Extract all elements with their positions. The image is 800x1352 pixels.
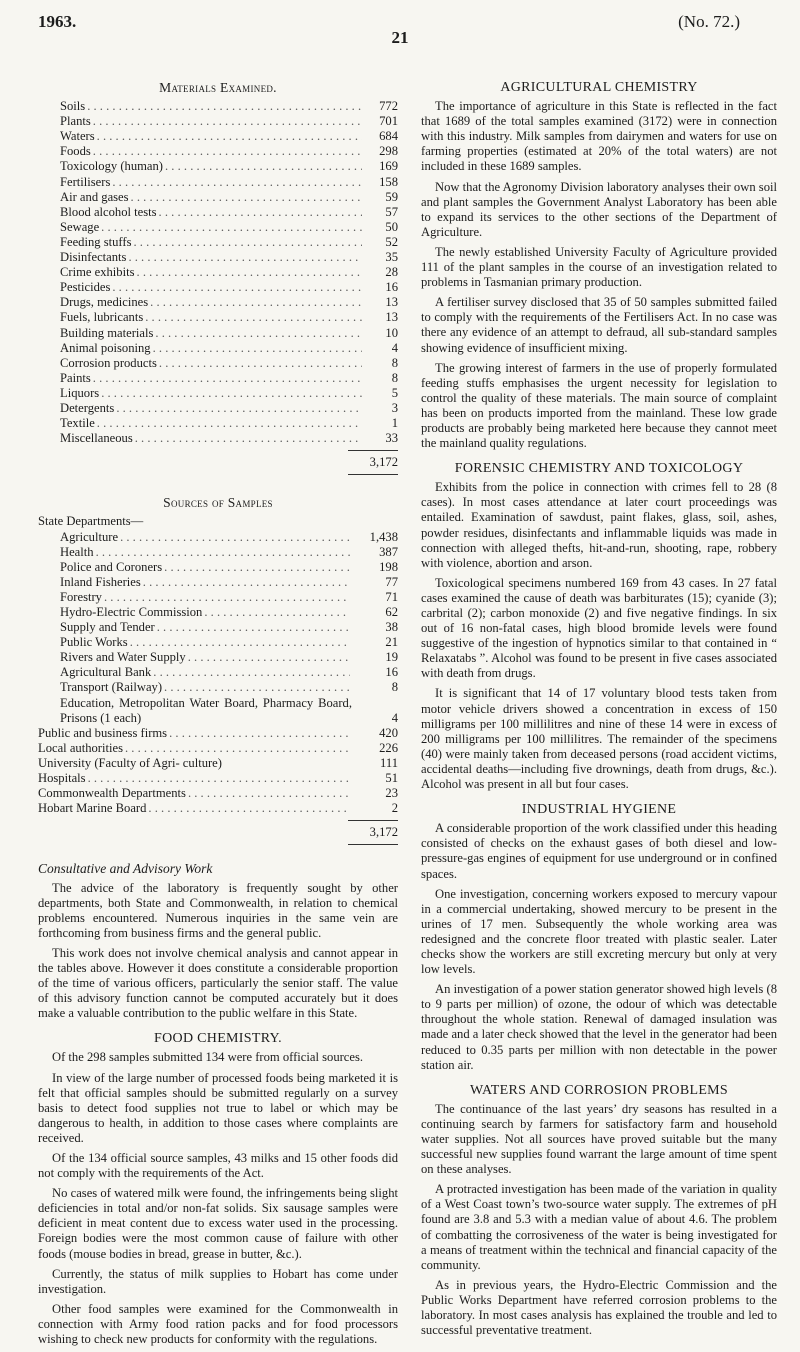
leader-dots	[153, 341, 362, 356]
source-row	[60, 605, 398, 620]
source-row	[60, 590, 398, 605]
material-row-label: Foods	[60, 144, 91, 159]
material-row-value: 169	[379, 159, 398, 174]
material-row-label: Textile	[60, 416, 95, 431]
materials-total-row	[38, 446, 398, 481]
source-row-value: 1,438	[369, 529, 398, 544]
source-row	[38, 801, 398, 816]
material-row-label: Blood alcohol tests	[60, 204, 157, 219]
leader-dots	[165, 159, 362, 174]
source-row-label: Police and Coroners	[60, 559, 163, 574]
materials-title: Materials Examined.	[159, 80, 277, 95]
material-row-value: 8	[391, 370, 398, 385]
leader-dots	[101, 220, 362, 235]
material-row-value: 16	[385, 280, 398, 295]
material-row-label: Crime exhibits	[60, 265, 135, 280]
paragraph: This work does not involve chemical analysis and cannot appear in the tables above. However it does constitute a considerable proportion of the time of various officers, particularly the senior staff. The value of this advisory function cannot be computed accurately but it does make a valuable contribution to the public welfare in this State.	[38, 945, 398, 1021]
material-row-value: 28	[385, 265, 398, 280]
source-row-value: 198	[379, 559, 398, 574]
waters-heading: WATERS AND CORROSION PROBLEMS	[469, 1082, 729, 1098]
material-row-label: Paints	[60, 370, 91, 385]
material-row-value: 5	[391, 385, 398, 400]
paragraph: One investigation, concerning workers exposed to mercury vapour in a commercial undertaking, showed mercury to be present in the urines of 17 men. Subsequently the whole working area was redesigned and the concrete floor treated with plastic sealer. Later checks show the workers are still excreting mercury but only at very low levels.	[421, 886, 777, 977]
material-row	[60, 235, 398, 250]
source-row-value: 21	[385, 635, 398, 650]
sources-list	[60, 530, 398, 696]
material-row-label: Liquors	[60, 385, 100, 400]
paragraph: Exhibits from the police in connection with crimes fell to 28 (8 cases). In most cases attendance at later court proceedings was entailed. Examination of sawdust, paint flakes, glass, soil, ashes, powder residues, disinfectants and inflammable liquids was made in connection with alleged thefts, hit-and-run, shooting, rape, robbery with violence, abortion and arson.	[421, 480, 777, 570]
material-row-value: 35	[385, 250, 398, 265]
leader-dots	[137, 265, 362, 280]
source-row	[60, 560, 398, 575]
right-column	[421, 80, 777, 1343]
material-row	[60, 175, 398, 190]
paragraph: An investigation of a power station generator showed high levels (8 to 9 parts per million) of ozone, the odour of which was detectable throughout the whole station. Renewal of damaged insulation was made and a later check showed that the level in the generator had been reduced to 0.35 parts per million with non detectable in the power station air.	[421, 982, 777, 1072]
source-row-label: Hobart Marine Board	[38, 801, 147, 816]
leader-dots	[97, 129, 362, 144]
leader-dots	[112, 175, 362, 190]
paragraph: A protracted investigation has been made of the variation in quality of a West Coast town’s two-source water supply. The extremes of pH found are 3.8 and 5.3 with a median value of about 4.6. The problem of combatting the corrosiveness of the water is being investigated for a means of treatment within the technical and financial capacity of the community.	[421, 1182, 777, 1272]
consultative-heading: Consultative and Advisory Work	[38, 861, 213, 877]
paragraph: The advice of the laboratory is frequently sought by other departments, both State and Commonwealth, in relation to chemical problems encountered. Numerous inquiries in the same vein are forthcoming from business firms and the general public.	[38, 880, 398, 940]
forensic-body	[421, 480, 777, 792]
material-row-label: Feeding stuffs	[60, 234, 132, 249]
paragraph: A fertiliser survey disclosed that 35 of 50 samples submitted failed to comply with the requirements of the Fertilisers Act. In no case was there any evidence of an attempt to defraud, all sub-standard samples showing evidence of insufficient mixing.	[421, 295, 777, 355]
material-row-label: Toxicology (human)	[60, 159, 163, 174]
leader-dots	[93, 371, 362, 386]
leader-dots	[131, 190, 362, 205]
source-row-value: 8	[391, 680, 398, 695]
material-row	[60, 220, 398, 235]
source-row-label: Inland Fisheries	[60, 574, 141, 589]
leader-dots	[93, 114, 362, 129]
consultative-body	[38, 881, 398, 1022]
source-row-value: 23	[385, 786, 398, 801]
material-row	[60, 265, 398, 280]
material-row-label: Miscellaneous	[60, 431, 133, 446]
material-row-value: 13	[385, 310, 398, 325]
material-row-label: Soils	[60, 99, 86, 114]
material-row	[60, 326, 398, 341]
paragraph: The importance of agriculture in this State is reflected in the fact that 1689 of the total samples examined (3172) were in connection with this industry. Milk samples from dairymen and waters for use on farming properties (estimated at 20% of the total waters) are not included in these 1689 samples.	[421, 99, 777, 174]
source-row-value: 387	[379, 544, 398, 559]
university-value: 111	[380, 755, 398, 770]
material-row	[60, 341, 398, 356]
source-row	[38, 786, 398, 801]
material-row-value: 4	[391, 340, 398, 355]
university-label: University (Faculty of Agri- culture)	[38, 755, 222, 770]
leader-dots	[164, 560, 350, 575]
source-row-label: Local authorities	[38, 740, 123, 755]
page-number: 21	[391, 28, 409, 47]
material-row-label: Drugs, medicines	[60, 295, 149, 310]
industrial-body	[421, 821, 777, 1073]
education-entry	[60, 696, 398, 726]
sources-total-row	[38, 816, 398, 851]
material-row	[60, 386, 398, 401]
paragraph: Of the 134 official source samples, 43 milks and 15 other foods did not comply with the requirements of the Act.	[38, 1151, 398, 1181]
left-column	[38, 80, 398, 1352]
leader-dots	[97, 416, 362, 431]
leader-dots	[153, 665, 350, 680]
leader-dots	[204, 605, 350, 620]
education-label: Education, Metropolitan Water Board, Pharmacy Board, Prisons (1 each)	[60, 695, 352, 725]
sources-title: Sources of Samples	[163, 495, 273, 511]
source-row-label: Transport (Railway)	[60, 680, 163, 695]
waters-body	[421, 1102, 777, 1338]
leader-dots	[157, 620, 350, 635]
leader-dots	[150, 295, 362, 310]
material-row	[60, 371, 398, 386]
source-row	[60, 680, 398, 695]
food-heading: FOOD CHEMISTRY.	[154, 1031, 282, 1047]
source-row-label: Public Works	[60, 635, 128, 650]
leader-dots	[88, 771, 350, 786]
paragraph: Now that the Agronomy Division laboratory analyses their own soil and plant samples the Government Analyst Laboratory has been able to expand its services to the other sections of the Department of Agriculture.	[421, 179, 777, 239]
material-row-label: Waters	[60, 129, 95, 144]
material-row-value: 50	[385, 219, 398, 234]
material-row-value: 13	[385, 295, 398, 310]
material-row	[60, 431, 398, 446]
material-row-value: 3	[391, 400, 398, 415]
state-departments-heading: State Departments—	[38, 514, 144, 529]
material-row	[60, 310, 398, 325]
material-row-label: Disinfectants	[60, 250, 127, 265]
material-row	[60, 99, 398, 114]
paper-number: (No. 72.)	[678, 12, 740, 31]
material-row-value: 684	[379, 129, 398, 144]
forensic-heading: FORENSIC CHEMISTRY AND TOXICOLOGY	[454, 461, 744, 477]
leader-dots	[169, 726, 350, 741]
material-row	[60, 159, 398, 174]
leader-dots	[130, 635, 350, 650]
paragraph: The newly established University Faculty of Agriculture provided 111 of the plant samples in the course of an investigation related to problems in Tasmanian primary production.	[421, 244, 777, 290]
material-row-value: 59	[385, 189, 398, 204]
material-row-value: 298	[379, 144, 398, 159]
food-body	[38, 1050, 398, 1347]
material-row-value: 1	[391, 416, 398, 431]
source-row-label: Commonwealth Departments	[38, 786, 186, 801]
source-row-label: Forestry	[60, 589, 102, 604]
paragraph: It is significant that 14 of 17 voluntary blood tests taken from motor vehicle drivers showed a concentration in excess of 150 milligrams per 100 millilitres and nine of these 14 were in excess of 200 milligrams per 100 millilitres. The remainder of the specimens (40) were mainly taken from deceased persons (road accident victims, accidental deaths—including five drownings, death from drugs, &c.). Alcohol was present in all but four cases.	[421, 686, 777, 792]
source-row	[60, 665, 398, 680]
material-row-value: 701	[379, 114, 398, 129]
industrial-heading: INDUSTRIAL HYGIENE	[521, 802, 677, 818]
leader-dots	[135, 431, 362, 446]
source-row-value: 51	[385, 771, 398, 786]
leader-dots	[188, 786, 350, 801]
leader-dots	[164, 680, 350, 695]
material-row	[60, 144, 398, 159]
final-sources-list	[38, 771, 398, 816]
materials-total: 3,172	[348, 450, 398, 475]
leader-dots	[188, 650, 350, 665]
leader-dots	[145, 310, 362, 325]
education-value: 4	[391, 710, 398, 725]
source-row	[38, 726, 398, 741]
material-row-value: 772	[379, 99, 398, 114]
source-row	[60, 530, 398, 545]
paragraph: Of the 298 samples submitted 134 were from official sources.	[52, 1050, 364, 1065]
source-row-label: Supply and Tender	[60, 620, 155, 635]
paragraph: The growing interest of farmers in the use of properly formulated feeding stuffs emphasises the urgent necessity for legislation to control the quality of these materials. The main source of complaint has been on products imported from the mainland. These low grade products are probably being marketed here because they cannot meet the mainland quality regulations.	[421, 360, 777, 451]
other-sources-list	[38, 726, 398, 756]
material-row-value: 10	[385, 325, 398, 340]
source-row-value: 16	[385, 665, 398, 680]
material-row-value: 52	[385, 234, 398, 249]
source-row	[60, 545, 398, 560]
materials-list	[60, 99, 398, 446]
source-row-label: Hydro-Electric Commission	[60, 605, 203, 619]
leader-dots	[143, 575, 350, 590]
source-row-value: 19	[385, 650, 398, 665]
leader-dots	[133, 235, 362, 250]
material-row-label: Plants	[60, 114, 91, 129]
source-row-value: 77	[385, 574, 398, 589]
material-row-label: Sewage	[60, 219, 100, 234]
material-row	[60, 356, 398, 371]
source-row	[60, 575, 398, 590]
source-row	[60, 650, 398, 665]
paragraph: The continuance of the last years’ dry seasons has resulted in a continuing search by farmers for satisfactory farm and household water supplies. Not all sources have proved suitable but the many successful new supplies found warrant the large amount of time spent on these analyses.	[421, 1101, 777, 1177]
leader-dots	[125, 741, 350, 756]
leader-dots	[116, 401, 362, 416]
source-row	[60, 620, 398, 635]
leader-dots	[148, 801, 350, 816]
source-row-value: 38	[385, 620, 398, 635]
paragraph: Other food samples were examined for the Commonwealth in connection with Army food ration packs and for food processors wishing to check new products for conformity with the regulations.	[38, 1301, 398, 1347]
source-row-value: 2	[391, 801, 398, 816]
leader-dots	[101, 386, 362, 401]
material-row	[60, 280, 398, 295]
leader-dots	[104, 590, 350, 605]
source-row-value: 420	[379, 725, 398, 740]
material-row	[60, 205, 398, 220]
source-row-label: Rivers and Water Supply	[60, 650, 186, 665]
material-row	[60, 129, 398, 144]
material-row	[60, 250, 398, 265]
material-row-label: Fuels, lubricants	[60, 310, 144, 325]
leader-dots	[128, 250, 362, 265]
source-row-label: Public and business firms	[38, 725, 168, 740]
source-row-label: Agricultural Bank	[60, 665, 152, 680]
material-row-label: Air and gases	[60, 189, 129, 204]
source-row-value: 226	[379, 740, 398, 755]
source-row-label: Hospitals	[38, 771, 86, 786]
material-row-value: 57	[385, 204, 398, 219]
leader-dots	[120, 530, 350, 545]
material-row-value: 158	[379, 174, 398, 189]
paragraph: Currently, the status of milk supplies to Hobart has come under investigation.	[38, 1266, 398, 1296]
agricultural-heading: AGRICULTURAL CHEMISTRY	[500, 80, 698, 95]
paragraph: Toxicological specimens numbered 169 from 43 cases. In 27 fatal cases examined the cause of death was barbiturates (15); cyanide (3); carbrital (2); carbon monoxide (2) and five negative findings. In six out of 16 non-fatal cases, high blood bromide levels were found suggestive of the ingestion of hypnotics similar to that contained in “ Relaxatabs ”. Alcohol was found to be present in five cases associated with death from drugs.	[421, 575, 777, 681]
leader-dots	[112, 280, 362, 295]
agricultural-body	[421, 99, 777, 451]
material-row-label: Detergents	[60, 400, 115, 415]
source-row-label: Health	[60, 544, 94, 559]
university-entry	[38, 756, 398, 771]
paragraph: No cases of watered milk were found, the infringements being slight deficiencies in total and/or non-fat solids. Six sausage samples were deficient in meat content due to excess water used in the processing. Foreign bodies were the most common cause of failure with other foods (mouse bodies in bread, grease in butter, &c.).	[38, 1186, 398, 1261]
material-row-label: Animal poisoning	[60, 340, 151, 355]
leader-dots	[96, 545, 350, 560]
material-row	[60, 190, 398, 205]
leader-dots	[93, 144, 362, 159]
material-row	[60, 416, 398, 431]
source-row-label: Agriculture	[60, 529, 119, 544]
paragraph: A considerable proportion of the work classified under this heading consisted of checks on the exhaust gases of both diesel and low-pressure-gas engines of equipment for use underground or in confined spaces.	[421, 821, 777, 881]
material-row	[60, 114, 398, 129]
leader-dots	[155, 326, 362, 341]
year: 1963.	[38, 12, 77, 31]
source-row-value: 62	[385, 605, 398, 619]
page-header	[0, 12, 800, 52]
paragraph: In view of the large number of processed foods being marketed it is felt that official samples should be submitted regularly on a survey basis to detect food supplies not true to label or which may be dangerous to health, in addition to those cases where complaints are received.	[38, 1070, 398, 1145]
leader-dots	[159, 356, 362, 371]
material-row	[60, 295, 398, 310]
sources-total: 3,172	[348, 820, 398, 845]
leader-dots	[87, 99, 362, 114]
material-row-value: 33	[385, 431, 398, 446]
paragraph: As in previous years, the Hydro-Electric Commission and the Public Works Department have referred corrosion problems to the laboratory. In most cases analysis has explained the trouble and led to successful preventative treatment.	[421, 1277, 777, 1338]
source-row	[38, 771, 398, 786]
source-row	[38, 741, 398, 756]
source-row	[60, 635, 398, 650]
material-row-label: Building materials	[60, 325, 154, 340]
material-row	[60, 401, 398, 416]
material-row-value: 8	[391, 355, 398, 370]
material-row-label: Pesticides	[60, 280, 111, 295]
material-row-label: Corrosion products	[60, 355, 157, 370]
material-row-label: Fertilisers	[60, 174, 111, 189]
source-row-value: 71	[385, 589, 398, 604]
leader-dots	[159, 205, 362, 220]
